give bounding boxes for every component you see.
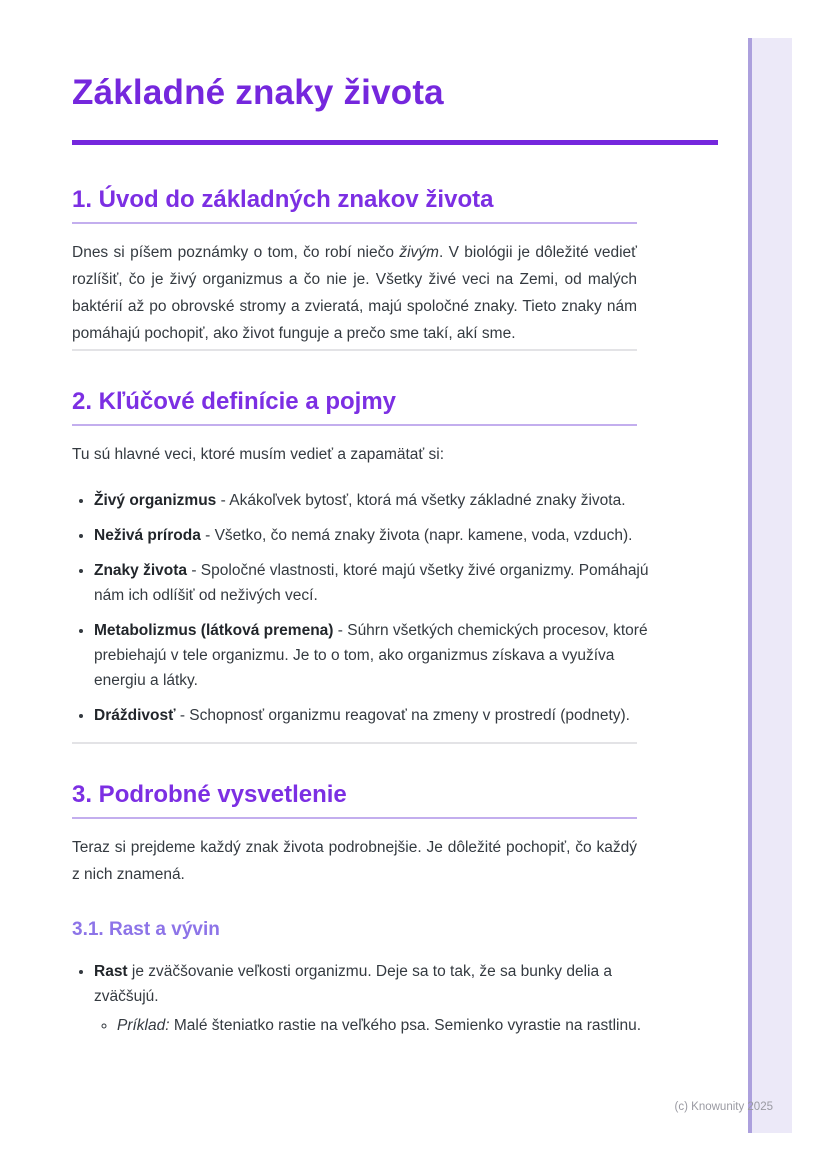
example-label: Príklad:	[117, 1017, 170, 1034]
example-text: Malé šteniatko rastie na veľkého psa. Semienko vyrastie na rastlinu.	[169, 1017, 642, 1034]
list-item	[94, 618, 659, 693]
page-title: Základné znaky života	[72, 73, 444, 112]
section-1-heading: 1. Úvod do základných znakov života	[72, 186, 494, 213]
list-item	[94, 488, 659, 513]
title-rule	[72, 140, 718, 145]
list-item	[94, 703, 659, 728]
definitions-list	[72, 488, 659, 728]
term: Neživá príroda	[94, 527, 201, 544]
list-item	[94, 523, 659, 548]
term: Rast	[94, 963, 128, 980]
example-sub-list	[94, 1013, 659, 1038]
intro-italic-word: živým	[399, 244, 439, 261]
heading-underline	[72, 222, 637, 224]
term: Metabolizmus (látková premena)	[94, 622, 334, 639]
explanation-intro: Teraz si prejdeme každý znak života podrobnejšie. Je dôležité pochopiť, čo každý z nich znamená.	[72, 839, 637, 883]
page-content	[72, 0, 718, 1038]
intro-paragraph	[72, 239, 637, 347]
footer-copyright: (c) Knowunity 2025	[674, 1101, 773, 1113]
definition: - Schopnosť organizmu reagovať na zmeny v prostredí (podnety).	[175, 707, 630, 724]
heading-underline	[72, 424, 637, 426]
term: Živý organizmus	[94, 492, 217, 509]
section-2-heading: 2. Kľúčové definície a pojmy	[72, 388, 397, 415]
growth-list	[72, 959, 659, 1038]
sub-list-item	[117, 1013, 659, 1038]
definition: - Spoločné vlastnosti, ktoré majú všetky živé organizmy. Pomáhajú nám ich odlíšiť od neživých vecí.	[94, 562, 649, 604]
list-item	[94, 959, 659, 1038]
list-item	[94, 558, 659, 608]
heading-underline	[72, 817, 637, 819]
intro-text-pre: Dnes si píšem poznámky o tom, čo robí niečo	[72, 244, 400, 261]
intro-text-post: . V biológii je dôležité vedieť rozlíšiť, čo je živý organizmus a čo nie je. Všetky živé veci na Zemi, od malých baktérií až po obrovské stromy a zvieratá, majú spoločné znaky. Tieto znaky nám pomáhajú pochopiť, ako život funguje a prečo sme takí, akí sme.	[72, 244, 637, 342]
definition: - Akákoľvek bytosť, ktorá má všetky základné znaky života.	[216, 492, 626, 509]
definition: je zväčšovanie veľkosti organizmu. Deje sa to tak, že sa bunky delia a zväčšujú.	[94, 963, 613, 1005]
definition: - Súhrn všetkých chemických procesov, ktoré prebiehajú v tele organizmu. Je to o tom, ako organizmus získava a využíva energiu a látky.	[94, 622, 648, 689]
definitions-intro: Tu sú hlavné veci, ktoré musím vedieť a zapamätať si:	[72, 446, 445, 463]
definition: - Všetko, čo nemá znaky života (napr. kamene, voda, vzduch).	[200, 527, 633, 544]
term: Dráždivosť	[94, 707, 176, 724]
section-divider	[72, 742, 637, 744]
section-divider	[72, 349, 637, 351]
page-edge-stripe	[748, 38, 792, 1133]
section-3-heading: 3. Podrobné vysvetlenie	[72, 781, 347, 808]
subsection-3-1-heading: 3.1. Rast a vývin	[72, 919, 220, 940]
term: Znaky života	[94, 562, 188, 579]
